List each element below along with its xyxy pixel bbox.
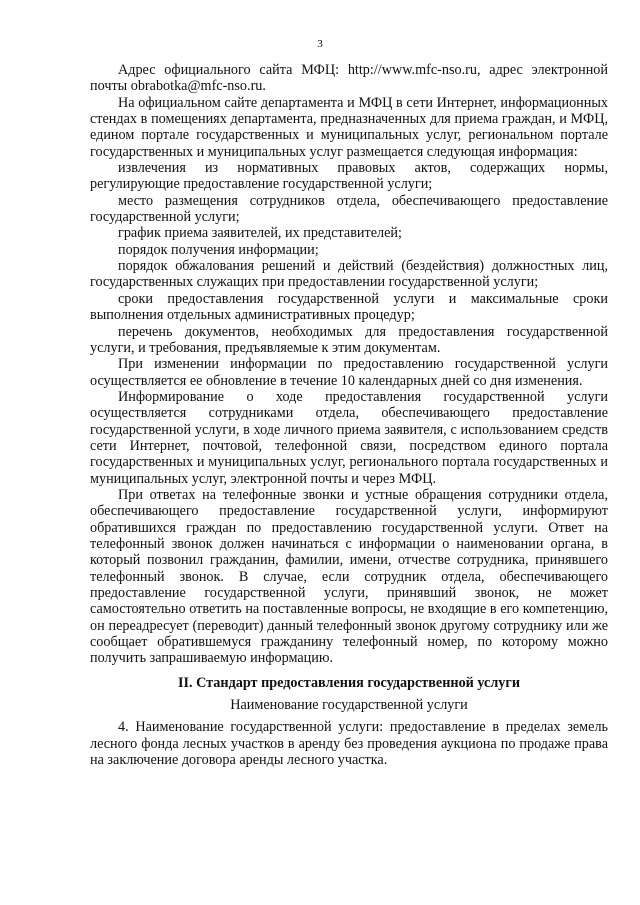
list-item: место размещения сотрудников отдела, обеспечивающего предоставление государственной услуги; [90,192,608,226]
list-item: извлечения из нормативных правовых актов, содержащих нормы, регулирующие предоставление государственной услуги; [90,160,608,193]
list-item: график приема заявителей, их представителей; [118,225,402,242]
list-item: перечень документов, необходимых для предоставления государственной услуги, и требования, предъявляемые к этим документам. [90,323,608,356]
paragraph: Адрес официального сайта МФЦ: http://www.mfc-nso.ru, адрес электронной почты obrabotka@mfc-nso.ru. [90,62,608,95]
paragraph: На официальном сайте департамента и МФЦ в сети Интернет, информационных стендах в помещениях департамента, предназначенных для приема граждан, и МФЦ, едином портале государственных и муниципальных услуг, региональном портале государственных и муниципальных услуг размещается следующая информация: [90,94,608,160]
section-heading: II. Стандарт предоставления государственной услуги [177,674,521,691]
paragraph: При изменении информации по предоставлению государственной услуги осуществляется ее обновление в течение 10 календарных дней со дня изменения. [90,356,608,389]
document-body [90,62,608,768]
paragraph: 4. Наименование государственной услуги: предоставление в пределах земель лесного фонда лесных участков в аренду без проведения аукциона по продаже права на заключение договора аренды лесного участка. [90,719,608,769]
subsection-heading: Наименование государственной услуги [230,697,468,714]
list-item: порядок обжалования решений и действий (бездействия) должностных лиц, государственных служащих при предоставлении государственной услуги; [90,258,608,291]
paragraph: Информирование о ходе предоставления государственной услуги осуществляется сотрудниками отдела, обеспечивающего предоставление государственной услуги, в ходе личного приема заявителя, с использованием средств сети Интернет, почтовой, телефонной связи, посредством единого портала государственных и муниципальных услуг, регионального портала государственных и муниципальных услуг, электронной почты и через МФЦ. [90,388,608,487]
page-number: 3 [317,38,323,50]
list-item: порядок получения информации; [118,241,319,258]
list-item: сроки предоставления государственной услуги и максимальные сроки выполнения отдельных административных процедур; [90,290,608,324]
paragraph: При ответах на телефонные звонки и устные обращения сотрудники отдела, обеспечивающего предоставление государственной услуги, информируют обратившихся граждан по предоставлению государственной услуги. Ответ на телефонный звонок должен начинаться с информации о наименовании органа, в который позвонил гражданин, фамилии, имени, отчестве сотрудника, принявшего телефонный звонок. В случае, если сотрудник отдела, обеспечивающего предоставление государственной услуги, принявший звонок, не может самостоятельно ответить на поставленные вопросы, не входящие в его компетенцию, он переадресует (переводит) данный телефонный звонок другому сотруднику или же сообщает обратившемуся гражданину телефонный номер, по которому можно получить запрашиваемую информацию. [90,486,608,667]
